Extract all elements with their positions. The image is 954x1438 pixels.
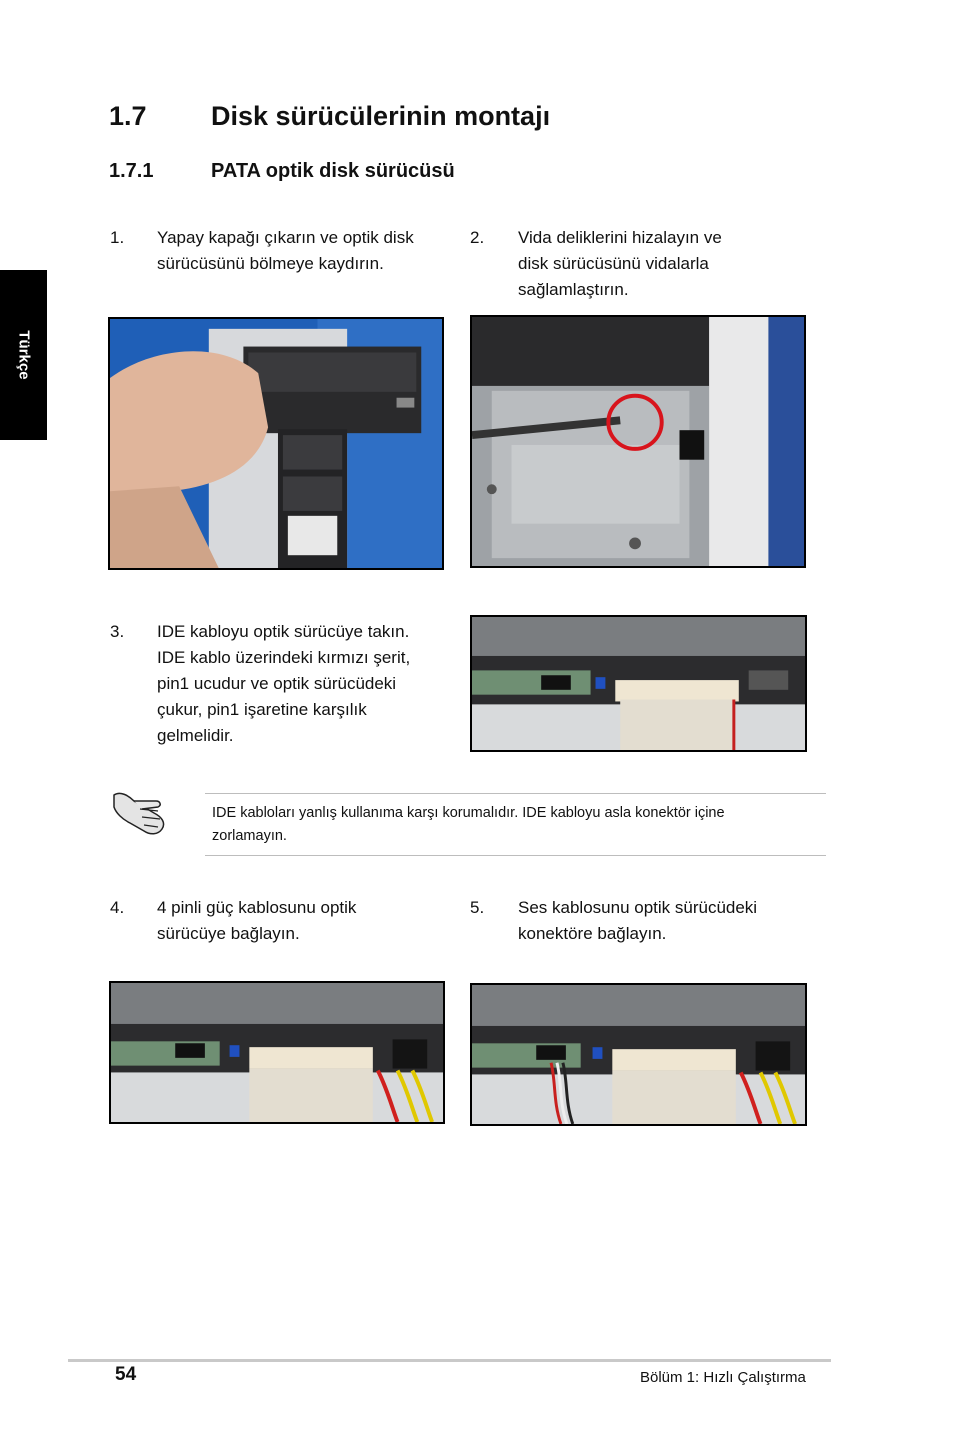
photo-insert-drive [108, 317, 444, 570]
step-line: IDE kablo üzerindeki kırmızı şerit, [157, 648, 411, 667]
photo-audio-cable [470, 983, 807, 1126]
step-text [518, 225, 722, 303]
step-text [157, 895, 356, 947]
note-text [212, 802, 832, 848]
note-top-rule [205, 793, 826, 794]
step-line: Vida deliklerini hizalayın ve [518, 228, 722, 247]
photo-ide-cable [470, 615, 807, 752]
step-line: sürücüsünü bölmeye kaydırın. [157, 254, 384, 273]
step-line: konektöre bağlayın. [518, 924, 667, 943]
note-line: IDE kabloları yanlış kullanıma karşı korumalıdır. IDE kabloyu asla konektör içine [212, 805, 725, 821]
photo-secure-screws [470, 315, 806, 568]
photo-insert-drive-image [110, 319, 442, 568]
step-line: çukur, pin1 işaretine karşılık [157, 700, 367, 719]
photo-power-cable [109, 981, 445, 1124]
subsection-number: 1.7.1 [109, 160, 154, 182]
page-number: 54 [115, 1364, 137, 1385]
step-number: 3. [110, 622, 125, 641]
note-bottom-rule [205, 855, 826, 856]
step-text [518, 895, 757, 947]
photo-audio-cable-image [472, 985, 805, 1124]
photo-ide-cable-image [472, 617, 805, 750]
hand-pointing-icon [110, 787, 170, 839]
step-line: pin1 ucudur ve optik sürücüdeki [157, 674, 397, 693]
photo-secure-screws-image [472, 317, 804, 566]
step-line: IDE kabloyu optik sürücüye takın. [157, 622, 410, 641]
footer-rule [68, 1359, 831, 1362]
language-tab-label: Türkçe [15, 330, 32, 380]
language-tab [0, 270, 47, 440]
step-text [157, 225, 414, 277]
step-line: sürücüye bağlayın. [157, 924, 300, 943]
step-line: gelmelidir. [157, 726, 234, 745]
section-number: 1.7 [109, 101, 147, 131]
subsection-title: PATA optik disk sürücüsü [211, 160, 455, 182]
step-text [157, 619, 410, 749]
step-line: sağlamlaştırın. [518, 280, 629, 299]
note-line: zorlamayın. [212, 828, 287, 844]
step-number: 5. [470, 898, 485, 917]
chapter-label: Bölüm 1: Hızlı Çalıştırma [640, 1369, 806, 1386]
section-title: Disk sürücülerinin montajı [211, 101, 551, 131]
step-number: 1. [110, 228, 125, 247]
step-number: 2. [470, 228, 485, 247]
step-line: 4 pinli güç kablosunu optik [157, 898, 357, 917]
step-number: 4. [110, 898, 125, 917]
photo-power-cable-image [111, 983, 443, 1122]
step-line: Ses kablosunu optik sürücüdeki [518, 898, 758, 917]
step-line: Yapay kapağı çıkarın ve optik disk [157, 228, 414, 247]
step-line: disk sürücüsünü vidalarla [518, 254, 709, 273]
